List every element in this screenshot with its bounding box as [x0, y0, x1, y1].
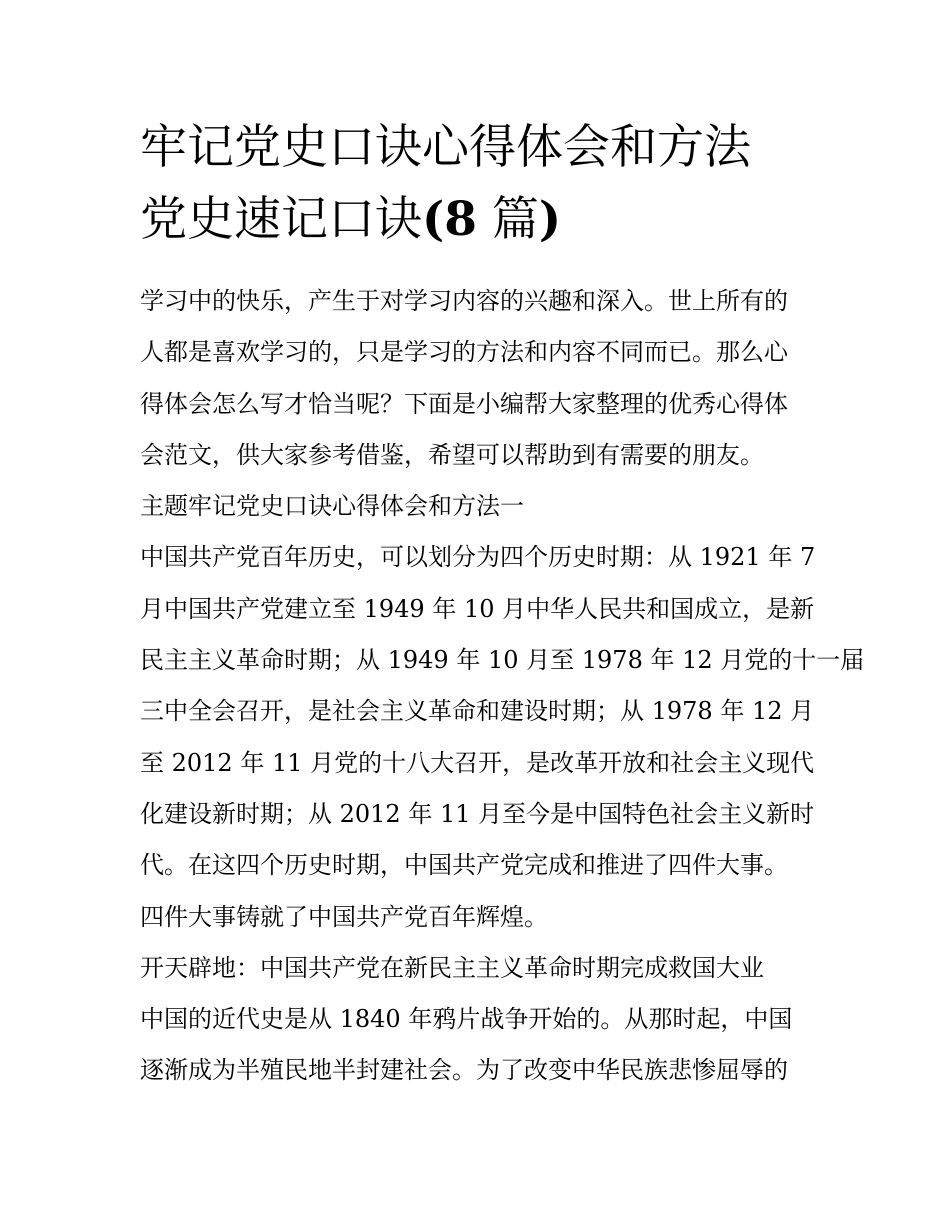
body-line: 民主主义革命时期；从 1949 年 10 月至 1978 年 12 月党的十一届 [140, 646, 865, 675]
body-line: 代。在这四个历史时期，中国共产党完成和推进了四件大事。 [140, 851, 788, 880]
title-line-2 [140, 184, 820, 256]
title-line-2-tail: 篇 [491, 192, 539, 247]
document-title [140, 112, 820, 256]
body-line: 逐渐成为半殖民地半封建社会。为了改变中华民族悲惨屈辱的 [140, 1056, 788, 1085]
title-line-1: 牢记党史口诀心得体会和方法 [140, 120, 751, 175]
body-line: 月中国共产党建立至 1949 年 10 月中华人民共和国成立，是新 [140, 594, 815, 623]
body-line: 三中全会召开，是社会主义革命和建设时期；从 1978 年 12 月 [140, 697, 815, 726]
title-line-2-close: ) [538, 192, 562, 247]
body-line: 化建设新时期；从 2012 年 11 月至今是中国特色社会主义新时 [140, 799, 815, 828]
body-line: 得体会怎么写才恰当呢？下面是小编帮大家整理的优秀心得体 [140, 389, 788, 418]
body-line: 人都是喜欢学习的，只是学习的方法和内容不同而已。那么心 [140, 338, 788, 367]
body-line: 中国的近代史是从 1840 年鸦片战争开始的。从那时起，中国 [140, 1005, 793, 1034]
document-body [140, 276, 865, 1097]
subsection-heading: 开天辟地：中国共产党在新民主主义革命时期完成救国大业 [140, 953, 764, 982]
body-line: 四件大事铸就了中国共产党百年辉煌。 [140, 902, 548, 931]
body-line: 学习中的快乐，产生于对学习内容的兴趣和深入。世上所有的 [140, 287, 788, 315]
body-line: 中国共产党百年历史，可以划分为四个历史时期：从 1921 年 7 [140, 543, 816, 572]
body-line: 至 2012 年 11 月党的十八大召开，是改革开放和社会主义现代 [140, 748, 815, 777]
title-line-2-text: 党史速记口诀 [140, 192, 422, 247]
section-heading: 主题牢记党史口诀心得体会和方法一 [140, 492, 524, 521]
body-line: 会范文，供大家参考借鉴，希望可以帮助到有需要的朋友。 [140, 440, 764, 469]
title-line-2-number: (8 [422, 192, 477, 247]
